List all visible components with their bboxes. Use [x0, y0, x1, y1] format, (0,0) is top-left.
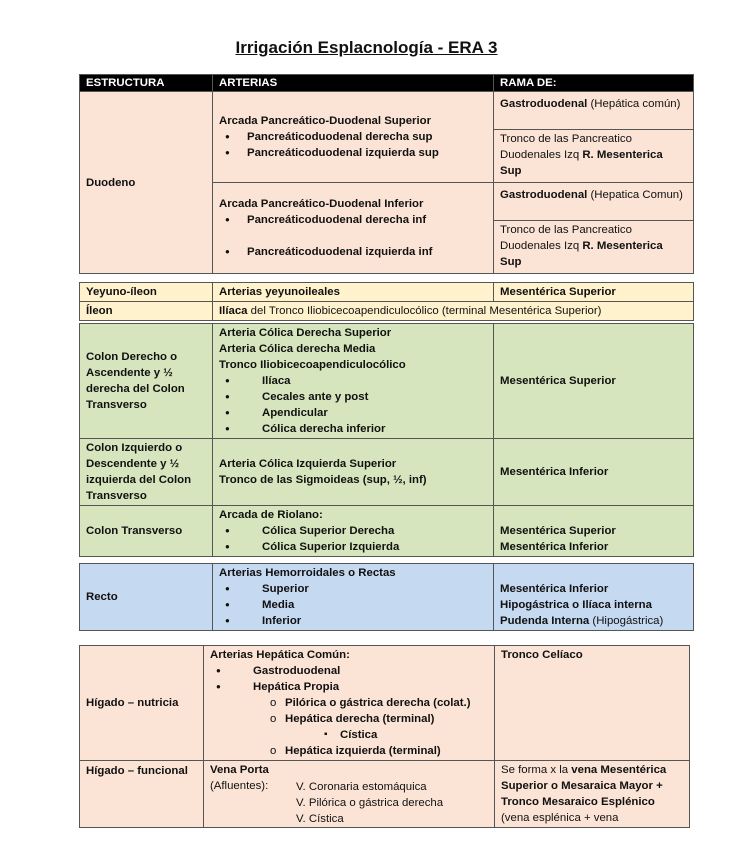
- branch-bold: Pudenda Interna: [500, 615, 590, 627]
- branch-line: Mesentérica Inferior: [500, 583, 609, 595]
- vein-line: V. Cística: [296, 813, 344, 825]
- arteries-cell: [213, 506, 494, 557]
- branch-entry: [494, 221, 693, 271]
- list-item: ● Cólica Superior Derecha: [219, 523, 487, 539]
- list-item: ● Cólica derecha inferior: [219, 421, 487, 437]
- branch-cell: Tronco Celíaco: [495, 646, 690, 761]
- header-estructura: ESTRUCTURA: [80, 75, 213, 92]
- branch-entry: [494, 95, 693, 130]
- branch-cell: Mesentérica Superior: [494, 324, 694, 439]
- branch-cell: [494, 92, 694, 183]
- branch-text: (Hipogástrica): [589, 615, 664, 627]
- table-row: [80, 283, 694, 302]
- artery-title: Arterias Hemorroidales o Rectas: [219, 567, 396, 579]
- artery-text: del Tronco Iliobicecoapendiculocólico (terminal Mesentérica Superior): [247, 305, 602, 317]
- artery-line: Tronco de las Sigmoideas (sup, ½, inf): [219, 474, 427, 486]
- branch-line: Mesentérica Inferior: [500, 541, 609, 553]
- structure-label: Íleon: [80, 302, 213, 321]
- branch-cell: [494, 183, 694, 274]
- branch-cell: Mesentérica Superior: [494, 283, 694, 302]
- table-row: [80, 439, 694, 506]
- artery-list: [219, 581, 487, 629]
- branch-text: (Hepática común): [587, 97, 681, 110]
- vein-affluents-label: (Afluentes):: [210, 780, 269, 792]
- arteries-cell: [213, 564, 494, 631]
- arteries-cell: [213, 302, 694, 321]
- structure-label: Hígado – nutricia: [80, 646, 204, 761]
- arcade-title: Arcada Pancreático-Duodenal Inferior: [219, 198, 424, 210]
- list-item: ● Ilíaca: [219, 373, 487, 389]
- sub-list-item: o Pilórica o gástrica derecha (colat.): [210, 695, 488, 711]
- duodeno-table: [79, 74, 694, 274]
- table-row: [80, 646, 690, 761]
- artery-list: [210, 663, 488, 695]
- page-title: Irrigación Esplacnología - ERA 3: [235, 38, 498, 57]
- table-row: [80, 324, 694, 439]
- branch-bold: R. Mesenterica Sup: [500, 148, 663, 177]
- arcade-title: Arcada de Riolano:: [219, 509, 323, 521]
- list-item: ● Pancreáticoduodenal derecha sup: [219, 129, 487, 145]
- artery-list: [219, 212, 487, 260]
- structure-label: Duodeno: [80, 92, 213, 274]
- vein-title: Vena Porta: [210, 764, 269, 776]
- higado-table: [79, 645, 690, 828]
- branch-text: (Hepatica Comun): [587, 188, 683, 201]
- branch-bold: Gastroduodenal: [500, 97, 588, 110]
- header-rama: RAMA DE:: [494, 75, 694, 92]
- branch-cell: [494, 506, 694, 557]
- artery-line: Tronco Iliobicecoapendiculocólico: [219, 359, 406, 371]
- arteries-cell: Arterias yeyunoileales: [213, 283, 494, 302]
- artery-bold: Ilíaca: [219, 305, 248, 317]
- recto-table: [79, 563, 694, 631]
- arcade-title: Arcada Pancreático-Duodenal Superior: [219, 115, 432, 127]
- arteries-cell: [213, 324, 494, 439]
- structure-label: Colon Transverso: [80, 506, 213, 557]
- arteries-cell: [204, 761, 495, 828]
- list-item: ● Cecales ante y post: [219, 389, 487, 405]
- table-row: [80, 506, 694, 557]
- branch-line: [500, 613, 687, 629]
- colon-table: [79, 323, 694, 557]
- list-item: ● Apendicular: [219, 405, 487, 421]
- arteries-cell: [213, 439, 494, 506]
- list-item: ● Pancreáticoduodenal derecha inf: [219, 212, 487, 228]
- sub-list-item: o Hepática derecha (terminal): [210, 711, 488, 727]
- table-row: [80, 761, 690, 828]
- arteries-cell: [213, 92, 494, 183]
- header-row: [80, 75, 694, 92]
- branch-line: Mesentérica Superior: [500, 525, 616, 537]
- table-row: [80, 302, 694, 321]
- table-row: [80, 92, 694, 183]
- list-item: ● Cólica Superior Izquierda: [219, 539, 487, 555]
- list-item: ● Inferior: [219, 613, 487, 629]
- structure-label: Yeyuno-íleon: [80, 283, 213, 302]
- vein-line: V. Coronaria estomáquica: [296, 781, 427, 793]
- arteries-cell: [213, 183, 494, 274]
- list-item: ● Gastroduodenal: [210, 663, 488, 679]
- artery-list: [219, 523, 487, 555]
- branch-entry: [494, 130, 693, 180]
- list-item: ● Media: [219, 597, 487, 613]
- yeyuno-table: [79, 282, 694, 321]
- arteries-cell: [204, 646, 495, 761]
- list-item: ● Superior: [219, 581, 487, 597]
- table-row: [80, 564, 694, 631]
- structure-label: Recto: [80, 564, 213, 631]
- branch-bold: vena Mesentérica Superior o Mesaraica Mayor + Tronco Mesaraico Esplénico: [501, 764, 667, 808]
- sub-sub-list-item: ▪ Cística: [210, 727, 488, 743]
- header-arterias: ARTERIAS: [213, 75, 494, 92]
- branch-text: Tronco de las Pancreatico Duodenales Izq: [500, 132, 632, 161]
- branch-cell: [495, 761, 690, 828]
- branch-entry: [494, 186, 693, 221]
- list-item: ● Pancreáticoduodenal izquierda inf: [219, 244, 487, 260]
- structure-label: Colon Derecho o Ascendente y ½ derecha del Colon Transverso: [80, 324, 213, 439]
- artery-line: Arteria Cólica Izquierda Superior: [219, 458, 397, 470]
- artery-title: Arterias Hepática Común:: [210, 649, 350, 661]
- branch-text: (vena esplénica + vena: [501, 812, 619, 824]
- artery-line: Arteria Cólica Derecha Superior: [219, 327, 392, 339]
- artery-line: Arteria Cólica derecha Media: [219, 343, 376, 355]
- vein-line: V. Pilórica o gástrica derecha: [296, 797, 444, 809]
- list-item: ● Hepática Propia: [210, 679, 488, 695]
- sub-list-item: o Hepática izquierda (terminal): [210, 743, 488, 759]
- artery-list: [219, 373, 487, 437]
- branch-cell: [494, 564, 694, 631]
- branch-cell: Mesentérica Inferior: [494, 439, 694, 506]
- artery-list: [219, 129, 487, 161]
- branch-text: Se forma x la: [501, 764, 572, 776]
- branch-line: Hipogástrica o Ilíaca interna: [500, 599, 652, 611]
- branch-bold: Gastroduodenal: [500, 188, 588, 201]
- structure-label: Colon Izquierdo o Descendente y ½ izquierda del Colon Transverso: [80, 439, 213, 506]
- branch-bold: R. Mesenterica Sup: [500, 239, 663, 268]
- list-item: ● Pancreáticoduodenal izquierda sup: [219, 145, 487, 161]
- structure-label: Hígado – funcional: [80, 761, 204, 828]
- branch-text: Tronco de las Pancreatico Duodenales Izq: [500, 223, 632, 252]
